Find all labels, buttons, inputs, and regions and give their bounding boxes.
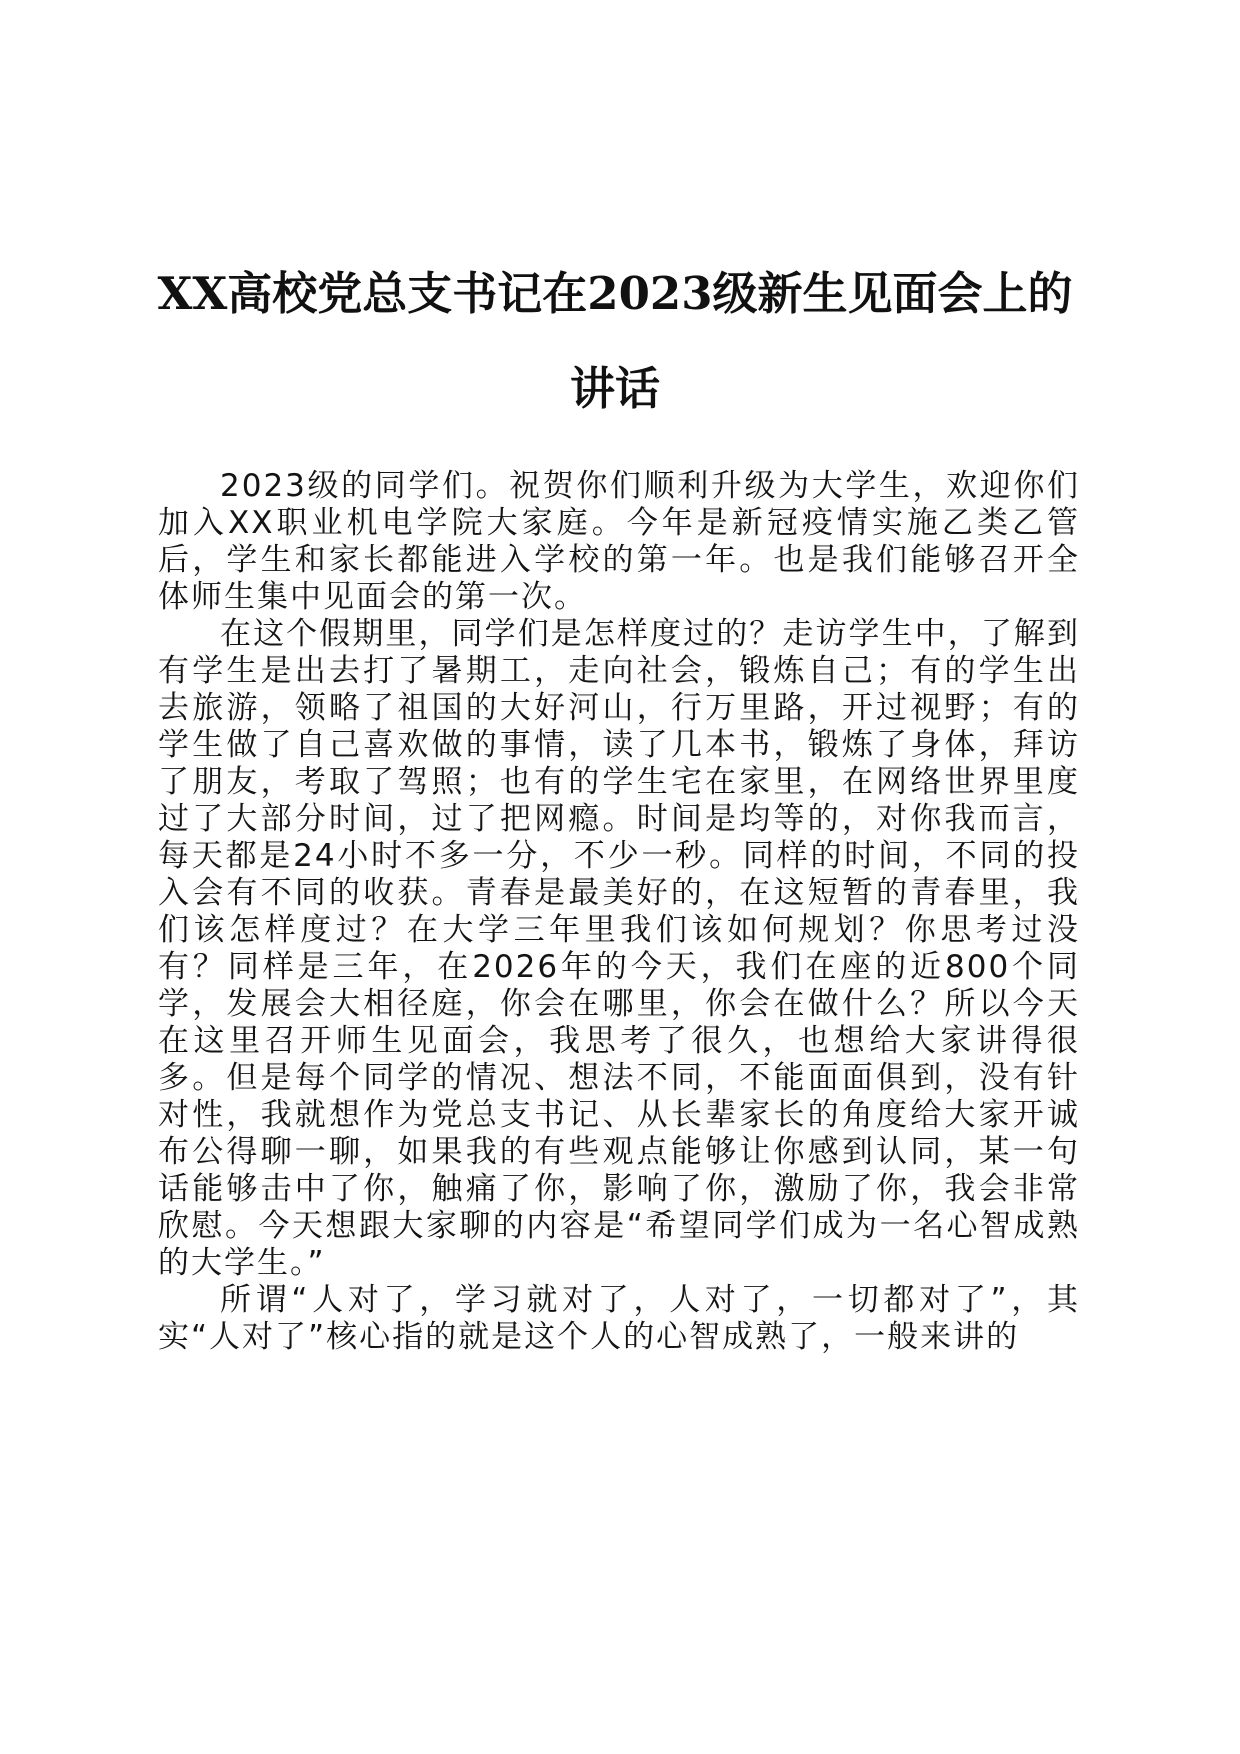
paragraph-maturity: 所谓“人对了，学习就对了，人对了，一切都对了”，其实“人对了”核心指的就是这个人的心智成熟了，一般来讲的 [158, 1282, 1080, 1355]
paragraph-greeting: 2023级的同学们。祝贺你们顺利升级为大学生，欢迎你们加入XX职业机电学院大家庭。今年是新冠疫情实施乙类乙管后，学生和家长都能进入学校的第一年。也是我们能够召开全体师生集中见面会的第一次。 [158, 468, 1080, 615]
document-body [158, 468, 1080, 1356]
paragraph-vacation: 在这个假期里，同学们是怎样度过的？走访学生中，了解到有学生是出去打了暑期工，走向社会，锻炼自己；有的学生出去旅游，领略了祖国的大好河山，行万里路，开过视野；有的学生做了自己喜欢做的事情，读了几本书，锻炼了身体，拜访了朋友，考取了驾照；也有的学生宅在家里，在网络世界里度过了大部分时间，过了把网瘾。时间是均等的，对你我而言，每天都是24小时不多一分，不少一秒。同样的时间，不同的投入会有不同的收获。青春是最美好的，在这短暂的青春里，我们该怎样度过？在大学三年里我们该如何规划？你思考过没有？同样是三年，在2026年的今天，我们在座的近800个同学，发展会大相径庭，你会在哪里，你会在做什么？所以今天在这里召开师生见面会，我思考了很久，也想给大家讲得很多。但是每个同学的情况、想法不同，不能面面俱到，没有针对性，我就想作为党总支书记、从长辈家长的角度给大家开诚布公得聊一聊，如果我的有些观点能够让你感到认同，某一句话能够击中了你，触痛了你，影响了你，激励了你，我会非常欣慰。今天想跟大家聊的内容是“希望同学们成为一名心智成熟的大学生。” [158, 616, 1080, 1281]
document-title: XX高校党总支书记在2023级新生见面会上的讲话 [157, 267, 1073, 415]
